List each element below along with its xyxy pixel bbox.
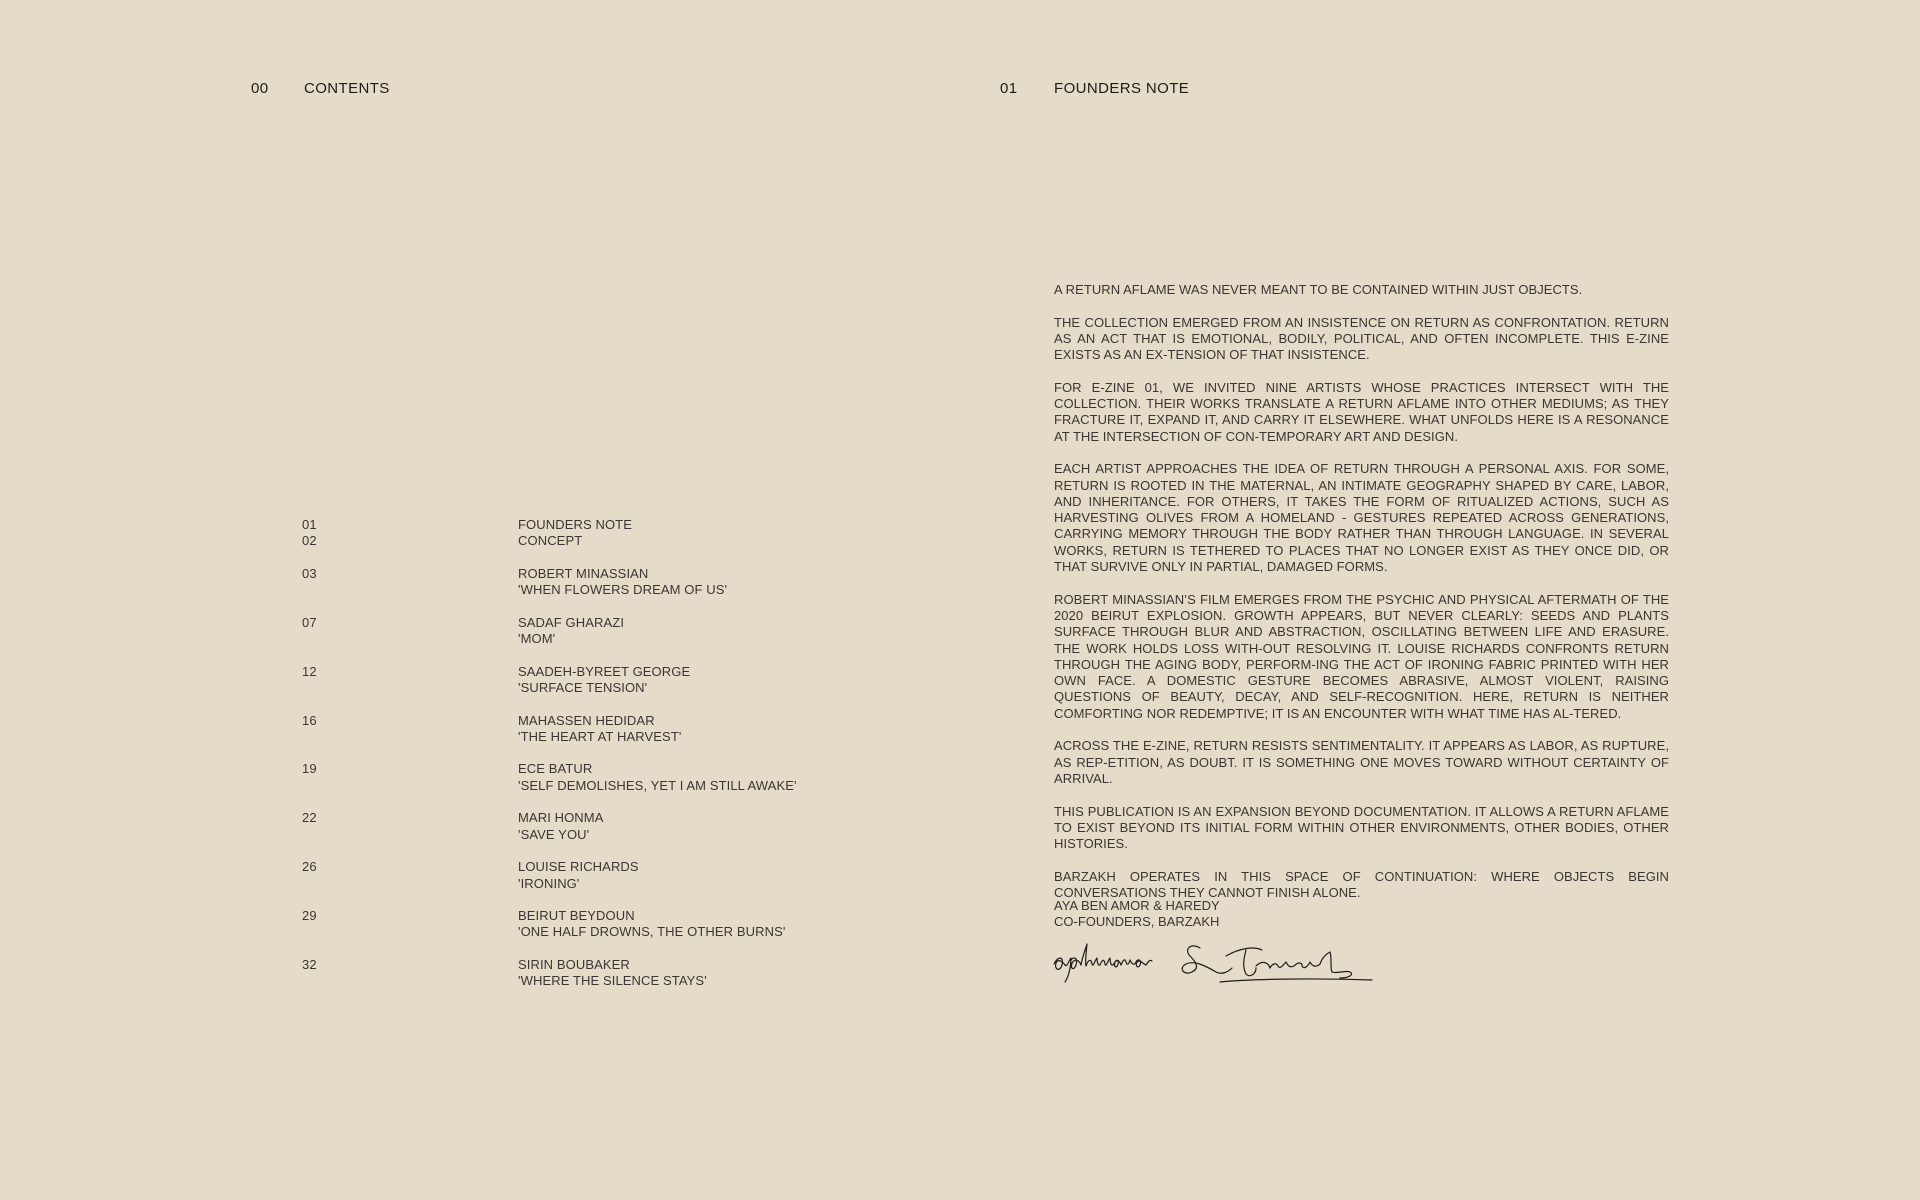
toc-artist-name: SIRIN BOUBAKER [518,957,630,973]
toc-page-number: 22 [302,810,317,826]
toc-entry[interactable] [302,713,902,746]
toc-artist-name: FOUNDERS NOTE [518,517,632,532]
toc-work-title: 'SELF DEMOLISHES, YET I AM STILL AWAKE' [518,777,797,793]
toc-work-title: 'ONE HALF DROWNS, THE OTHER BURNS' [518,924,786,940]
note-paragraph: ACROSS THE E-ZINE, RETURN RESISTS SENTIMENTALITY. IT APPEARS AS LABOR, AS RUPTURE, AS REP-ETITION, AS DOUBT. IT IS SOMETHING ONE MOVES TOWARD WITHOUT CERTAINTY OF ARRIVAL. [1054,738,1669,786]
toc-page-number: 16 [302,712,317,728]
toc-work-title: 'MOM' [518,631,556,647]
toc-entry[interactable] [302,533,902,549]
toc-page-number: 02 [302,533,317,549]
signoff-names: AYA BEN AMOR & HAREDY [1054,898,1220,913]
signoff [1054,898,1220,931]
toc-artist-name: MAHASSEN HEDIDAR [518,712,655,728]
toc-page-number: 19 [302,761,317,777]
toc-artist-name: SADAF GHARAZI [518,614,625,630]
signoff-role: CO-FOUNDERS, BARZAKH [1054,914,1220,930]
toc-artist-name: ECE BATUR [518,761,593,777]
toc-artist-name: BEIRUT BEYDOUN [518,908,635,924]
toc-work-title: 'SAVE YOU' [518,826,590,842]
toc-entry[interactable] [302,957,902,990]
toc-page-number: 03 [302,565,317,581]
toc-entry[interactable] [302,517,902,533]
toc-work-title: 'THE HEART AT HARVEST' [518,728,682,744]
toc-entry[interactable] [302,908,902,941]
toc-artist-name: CONCEPT [518,533,583,549]
toc-entry[interactable] [302,664,902,697]
toc-work-title: 'SURFACE TENSION' [518,679,648,695]
note-paragraph: ROBERT MINASSIAN’S FILM EMERGES FROM THE PSYCHIC AND PHYSICAL AFTERMATH OF THE 2020 BEIRUT EXPLOSION. GROWTH APPEARS, BUT NEVER CLEARLY: SEEDS AND PLANTS SURFACE THROUGH BLUR AND ABSTRACTION, OSCILLATING BETWEEN LIFE AND ERASURE. THE WORK HOLDS LOSS WITH-OUT RESOLVING IT. LOUISE RICHARDS CONFRONTS RETURN THROUGH THE AGING BODY, PERFORM-ING THE ACT OF IRONING FABRIC PRINTED WITH HER OWN FACE. A DOMESTIC GESTURE BECOMES ABRASIVE, ALMOST VIOLENT, RAISING QUESTIONS OF BEAUTY, DECAY, AND SELF-RECOGNITION. HERE, RETURN IS NEITHER COMFORTING NOR REDEMPTIVE; IT IS AN ENCOUNTER WITH WHAT TIME HAS AL-TERED. [1054,591,1669,721]
note-paragraph: THIS PUBLICATION IS AN EXPANSION BEYOND DOCUMENTATION. IT ALLOWS A RETURN AFLAME TO EXIST BEYOND ITS INITIAL FORM WITHIN OTHER ENVIRONMENTS, OTHER BODIES, OTHER HISTORIES. [1054,803,1669,852]
toc-work-title: 'WHERE THE SILENCE STAYS' [518,973,707,989]
toc-entry[interactable] [302,615,902,648]
toc-page-number: 26 [302,859,317,875]
toc-artist-name: LOUISE RICHARDS [518,859,639,875]
toc-work-title: 'IRONING' [518,875,580,891]
toc-entry[interactable] [302,761,902,794]
toc-page-number: 29 [302,908,317,924]
note-paragraph: BARZAKH OPERATES IN THIS SPACE OF CONTINUATION: WHERE OBJECTS BEGIN CONVERSATIONS THEY CANNOT FINISH ALONE. [1054,868,1669,900]
toc-page-number: 12 [302,663,317,679]
section-title: CONTENTS [304,80,390,97]
note-paragraph: A RETURN AFLAME WAS NEVER MEANT TO BE CONTAINED WITHIN JUST OBJECTS. [1054,282,1583,297]
toc-entry[interactable] [302,566,902,599]
table-of-contents [302,517,902,1006]
toc-work-title: 'WHEN FLOWERS DREAM OF US' [518,582,728,598]
section-number: 00 [251,80,269,97]
toc-artist-name: ROBERT MINASSIAN [518,565,649,581]
signature-image [1050,938,1380,986]
toc-entry[interactable] [302,859,902,892]
toc-artist-name: SAADEH-BYREET GEORGE [518,663,691,679]
toc-page-number: 32 [302,957,317,973]
section-title: FOUNDERS NOTE [1054,80,1190,97]
toc-artist-name: MARI HONMA [518,810,604,826]
toc-entry[interactable] [302,810,902,843]
note-paragraph: FOR E-ZINE 01, WE INVITED NINE ARTISTS WHOSE PRACTICES INTERSECT WITH THE COLLECTION. THEIR WORKS TRANSLATE A RETURN AFLAME INTO OTHER MEDIUMS; AS THEY FRACTURE IT, EXPAND IT, AND CARRY IT ELSEWHERE. WHAT UNFOLDS HERE IS A RESONANCE AT THE INTERSECTION OF CON-TEMPORARY ART AND DESIGN. [1054,379,1669,444]
founders-note-body [1054,282,1669,918]
toc-page-number: 07 [302,614,317,630]
note-paragraph: THE COLLECTION EMERGED FROM AN INSISTENCE ON RETURN AS CONFRONTATION. RETURN AS AN ACT THAT IS EMOTIONAL, BODILY, POLITICAL, AND OFTEN INCOMPLETE. THIS E-ZINE EXISTS AS AN EX-TENSION OF THAT INSISTENCE. [1054,314,1669,363]
toc-page-number: 01 [302,517,317,532]
section-number: 01 [1000,80,1018,97]
note-paragraph: EACH ARTIST APPROACHES THE IDEA OF RETURN THROUGH A PERSONAL AXIS. FOR SOME, RETURN IS ROOTED IN THE MATERNAL, AN INTIMATE GEOGRAPHY SHAPED BY CARE, LABOR, AND INHERITANCE. FOR OTHERS, IT TAKES THE FORM OF RITUALIZED ACTIONS, SUCH AS HARVESTING OLIVES FROM A HOMELAND - GESTURES REPEATED ACROSS GENERATIONS, CARRYING MEMORY THROUGH THE BODY RATHER THAN THROUGH LANGUAGE. IN SEVERAL WORKS, RETURN IS TETHERED TO PLACES THAT NO LONGER EXIST AS THEY ONCE DID, OR THAT SURVIVE ONLY IN PARTIAL, DAMAGED FORMS. [1054,461,1669,575]
